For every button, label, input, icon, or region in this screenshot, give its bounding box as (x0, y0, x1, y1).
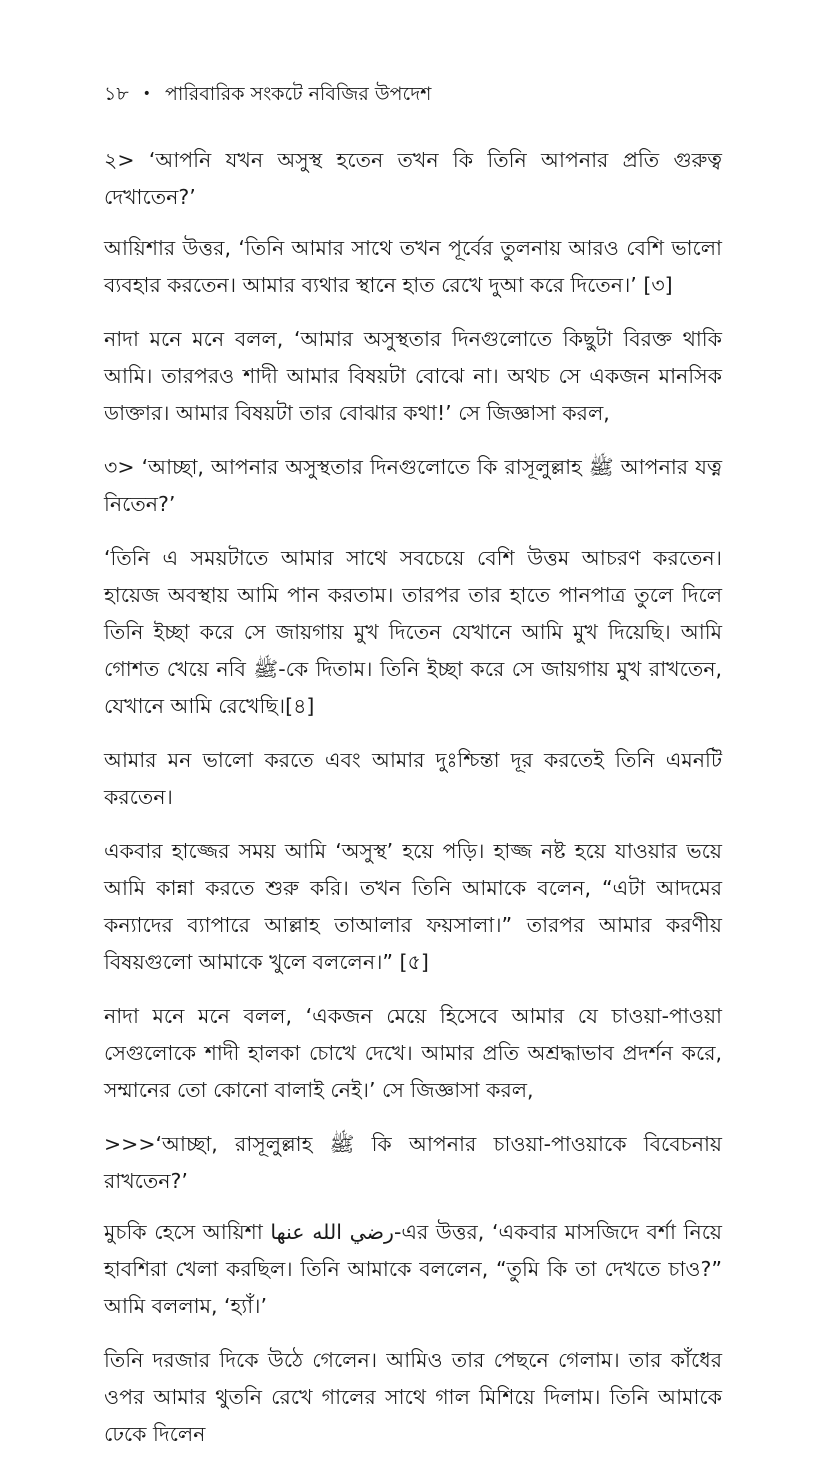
narration-paragraph: নাদা মনে মনে বলল, ‘আমার অসুস্থতার দিনগুলোতে কিছুটা বিরক্ত থাকি আমি। তারপরও শাদী আমার বিষয়টা বোঝে না। অথচ সে একজন মানসিক ডাক্তার। আমার বিষয়টা তার বোঝার কথা!’ সে জিজ্ঞাসা করল, (104, 327, 722, 425)
page-number: ১৮ (104, 83, 129, 105)
page-body (104, 142, 722, 1453)
question-2: ২> ‘আপনি যখন অসুস্থ হতেন তখন কি তিনি আপনার প্রতি গুরুত্ব দেখাতেন?’ (104, 148, 722, 209)
answer-paragraph: আয়িশার উত্তর, ‘তিনি আমার সাথে তখন পূর্বের তুলনায় আরও বেশি ভালো ব্যবহার করতেন। আমার ব্যথার স্থানে হাত রেখে দুআ করে দিতেন।’ [৩] (104, 236, 722, 297)
header-bullet: • (142, 86, 151, 102)
answer-paragraph: ‘তিনি এ সময়টাতে আমার সাথে সবচেয়ে বেশি উত্তম আচরণ করতেন। হায়েজ অবস্থায় আমি পান করতাম। তারপর তার হাতে পানপাত্র তুলে দিলে তিনি ইচ্ছা করে সে জায়গায় মুখ দিতেন যেখানে আমি মুখ দিয়েছি। আমি গোশত খেয়ে নবি ﷺ-কে দিতাম। তিনি ইচ্ছা করে সে জায়গায় মুখ রাখতেন, যেখানে আমি রেখেছি।[৪] (104, 546, 722, 718)
running-title: পারিবারিক সংকটে নবিজির উপদেশ (164, 83, 432, 105)
answer-paragraph: মুচকি হেসে আয়িশা رضي الله عنها-এর উত্তর, ‘একবার মাসজিদে বর্শা নিয়ে হাবশিরা খেলা করছিল। তিনি আমাকে বললেন, “তুমি কি তা দেখতে চাও?” আমি বললাম, ‘হ্যাঁ।’ (104, 1220, 723, 1318)
question-4: >>>‘আচ্ছা, রাসূলুল্লাহ ﷺ কি আপনার চাওয়া-পাওয়াকে বিবেচনায় রাখতেন?’ (104, 1132, 722, 1193)
running-header (104, 74, 722, 114)
question-3: ৩> ‘আচ্ছা, আপনার অসুস্থতার দিনগুলোতে কি রাসূলুল্লাহ ﷺ আপনার যত্ন নিতেন?’ (104, 455, 722, 516)
answer-paragraph: আমার মন ভালো করতে এবং আমার দুঃশ্চিন্তা দূর করতেই তিনি এমনটি করতেন। (104, 748, 722, 809)
answer-paragraph: একবার হাজ্জের সময় আমি ‘অসুস্থ’ হয়ে পড়ি। হাজ্জ নষ্ট হয়ে যাওয়ার ভয়ে আমি কান্না করতে শুরু করি। তখন তিনি আমাকে বলেন, “এটা আদমের কন্যাদের ব্যাপারে আল্লাহ তাআলার ফয়সালা।” তারপর আমার করণীয় বিষয়গুলো আমাকে খুলে বললেন।” [৫] (104, 839, 722, 974)
answer-paragraph: তিনি দরজার দিকে উঠে গেলেন। আমিও তার পেছনে গেলাম। তার কাঁধের ওপর আমার থুতনি রেখে গালের সাথে গাল মিশিয়ে দিলাম। তিনি আমাকে ঢেকে দিলেন (104, 1348, 722, 1446)
narration-paragraph: নাদা মনে মনে বলল, ‘একজন মেয়ে হিসেবে আমার যে চাওয়া-পাওয়া সেগুলোকে শাদী হালকা চোখে দেখে। আমার প্রতি অশ্রদ্ধাভাব প্রদর্শন করে, সম্মানের তো কোনো বালাই নেই।’ সে জিজ্ঞাসা করল, (104, 1004, 722, 1102)
book-page (104, 74, 722, 1470)
